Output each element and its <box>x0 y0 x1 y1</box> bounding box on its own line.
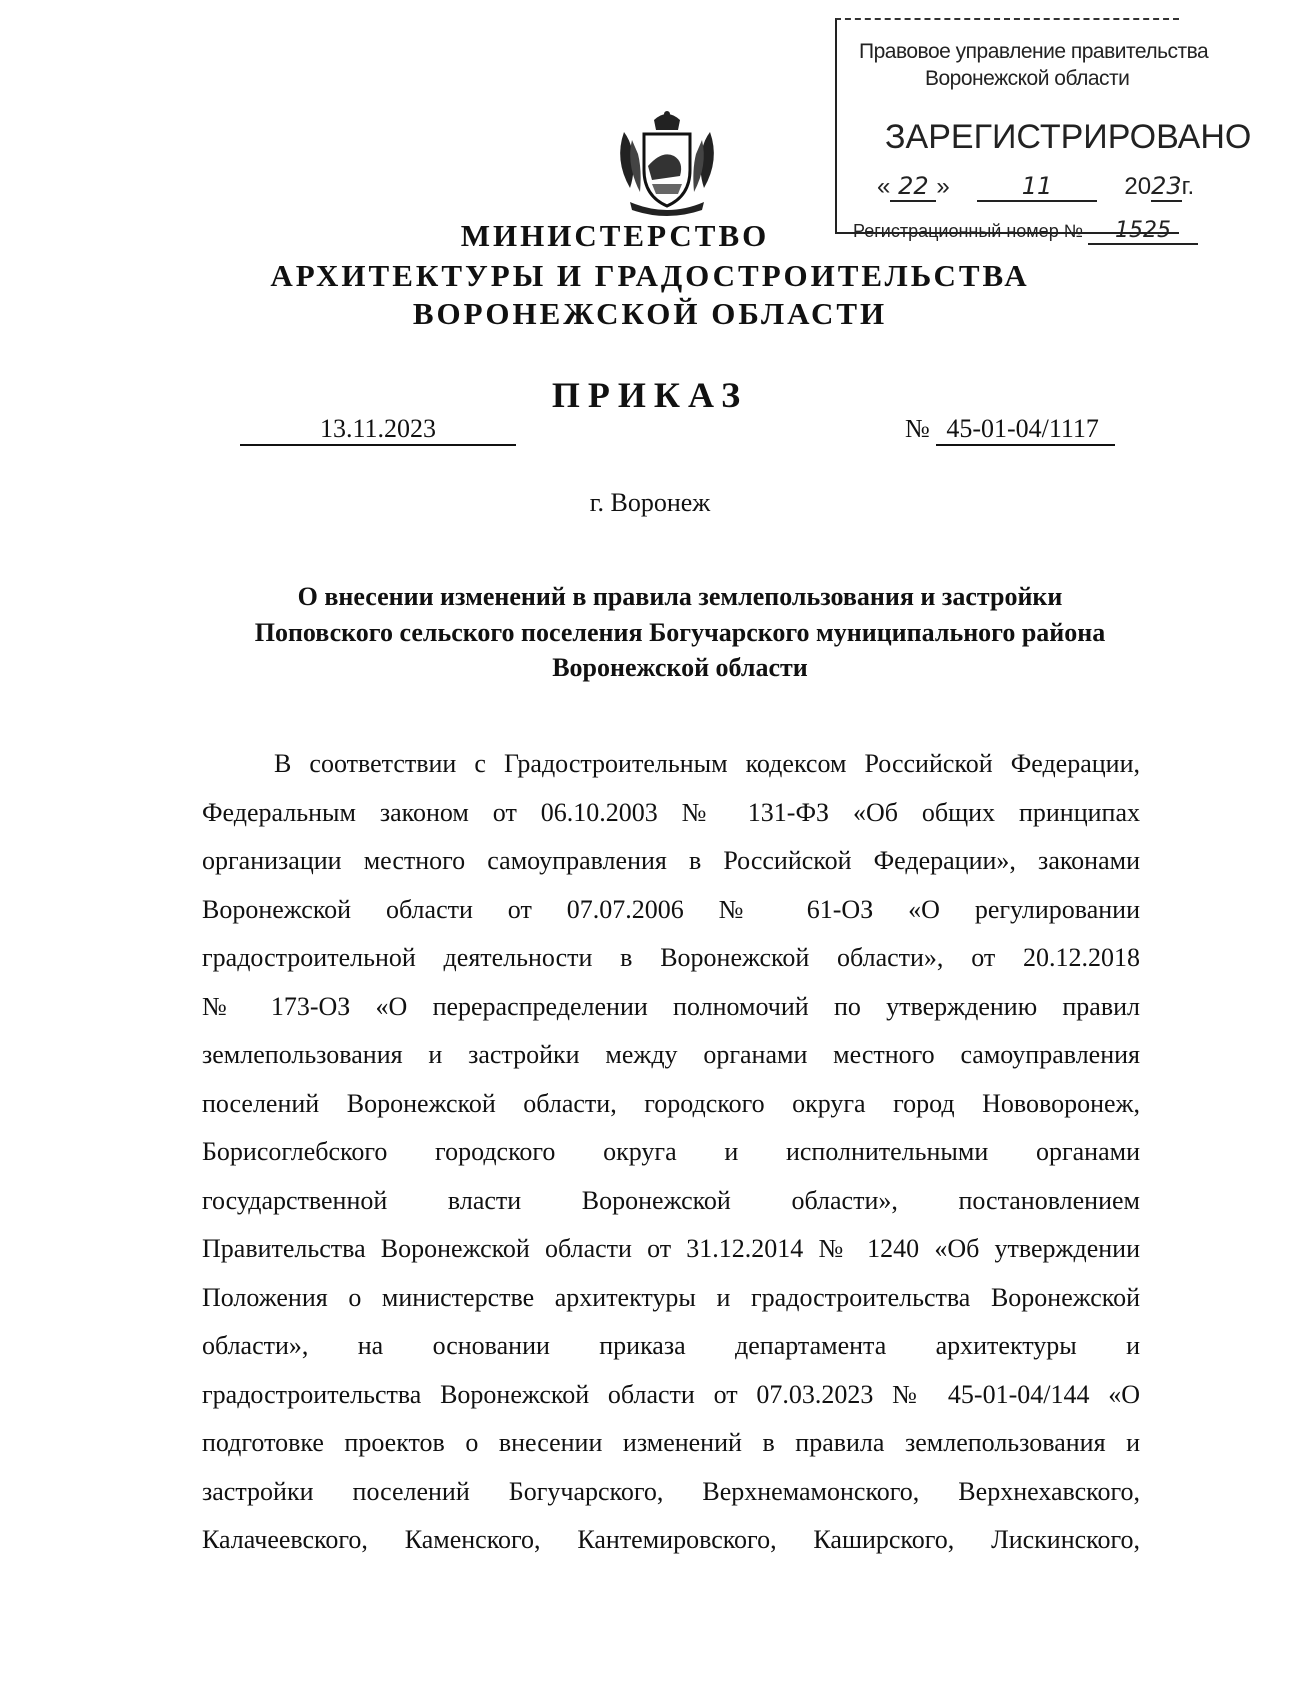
stamp-date-month: 11 <box>977 172 1097 202</box>
body-line: № 173-ОЗ «О перераспределении полномочий по утверждению правил <box>202 991 1140 1021</box>
body-line: области», на основании приказа департамента архитектуры и <box>202 1331 1140 1360</box>
ministry-name-line2: АРХИТЕКТУРЫ И ГРАДОСТРОИТЕЛЬСТВА <box>270 258 1030 293</box>
order-body <box>202 740 1140 1565</box>
ministry-name-line1: МИНИСТЕРСТВО <box>460 218 770 253</box>
body-line: Воронежской области от 07.07.2006 № 61-ОЗ «О регулировании <box>202 894 1140 924</box>
stamp-date-year-suffix: 23 <box>1151 172 1182 200</box>
order-number-label: № <box>905 414 930 443</box>
body-line: поселений Воронежской области, городского округа город Нововоронеж, <box>202 1088 1140 1118</box>
order-number: 45-01-04/1117 <box>936 414 1115 446</box>
order-number-row <box>905 414 1115 446</box>
coat-of-arms-icon <box>612 110 722 218</box>
stamp-authority-line2: Воронежской области <box>925 67 1130 90</box>
body-line: государственной власти Воронежской области», постановлением <box>202 1185 1140 1215</box>
body-line: В соответствии с Градостроительным кодексом Российской Федерации, <box>274 749 1140 778</box>
city: г. Воронеж <box>589 488 711 517</box>
order-title-line3: Воронежской области <box>552 653 808 682</box>
body-line: градостроительной деятельности в Воронежской области», от 20.12.2018 <box>202 943 1140 972</box>
order-title-line1: О внесении изменений в правила землепользования и застройки <box>297 582 1063 611</box>
body-line: землепользования и застройки между органами местного самоуправления <box>202 1040 1140 1069</box>
ministry-name-line3: ВОРОНЕЖСКОЙ ОБЛАСТИ <box>412 296 888 331</box>
body-line: Борисоглебского городского округа и исполнительными органами <box>202 1137 1140 1166</box>
stamp-registered-label: ЗАРЕГИСТРИРОВАНО <box>885 118 1252 156</box>
order-title-line2: Поповского сельского поселения Богучарского муниципального района <box>254 618 1106 647</box>
body-line: подготовке проектов о внесении изменений в правила землепользования и <box>202 1428 1140 1457</box>
stamp-authority-line1: Правовое управление правительства <box>859 40 1209 63</box>
stamp-date-day: 22 <box>890 172 936 202</box>
stamp-reg-number: 1525 <box>1088 218 1198 245</box>
registration-stamp <box>835 18 1252 243</box>
stamp-date-year-prefix: 20 <box>1124 173 1152 200</box>
body-line: организации местного самоуправления в Российской Федерации», законами <box>202 846 1140 875</box>
body-line: градостроительства Воронежской области от 07.03.2023 № 45-01-04/144 «О <box>202 1379 1140 1409</box>
body-line: Положения о министерстве архитектуры и градостроительства Воронежской <box>202 1282 1140 1312</box>
stamp-date: « 22 » 11 2023г. <box>877 172 1195 200</box>
body-line: Федеральным законом от 06.10.2003 № 131-ФЗ «Об общих принципах <box>202 797 1140 827</box>
document-type: ПРИКАЗ <box>551 375 749 415</box>
order-date: 13.11.2023 <box>240 414 516 446</box>
body-line: Калачеевского, Каменского, Кантемировского, Каширского, Лискинского, <box>202 1525 1140 1554</box>
body-line: застройки поселений Богучарского, Верхнемамонского, Верхнехавского, <box>202 1476 1140 1506</box>
body-line: Правительства Воронежской области от 31.12.2014 № 1240 «Об утверждении <box>202 1234 1140 1263</box>
stamp-reg-number-label: Регистрационный номер № <box>853 221 1084 241</box>
